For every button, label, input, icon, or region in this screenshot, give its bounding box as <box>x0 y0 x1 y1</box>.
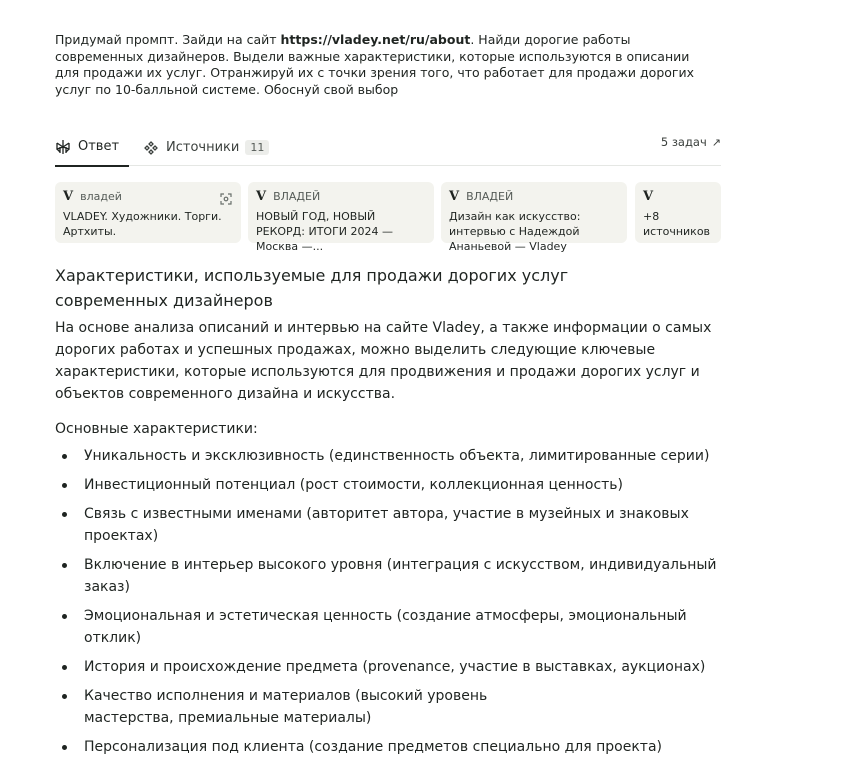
more-sources-count: +8 <box>643 210 660 223</box>
tab-answer[interactable] <box>55 128 129 167</box>
tab-sources-label: Источники <box>166 139 240 155</box>
list-item: Эмоциональная и эстетическая ценность (создание атмосферы, эмоциональный отклик) <box>55 605 735 649</box>
source-site: ВЛАДЕЙ <box>273 189 321 203</box>
vladey-logo-icon: V <box>643 188 654 204</box>
list-item: Качество исполнения и материалов (высокий уровень мастерства, премиальные материалы) <box>55 685 555 729</box>
list-item: Персонализация под клиента (создание предметов специально для проекта) <box>55 736 735 758</box>
tab-sources[interactable] <box>143 128 269 166</box>
arrow-up-right-icon: ↗ <box>711 135 721 149</box>
query-text-end: . Найди дорогие работы современных дизайнеров. Выдели важные характеристики, которые используются в описании для продажи их услуг. Отранжируй их с точки зрения того, что работает для продажи дорогих услуг по 10-балльной системе. Обоснуй свой выбор <box>55 32 694 97</box>
source-title: НОВЫЙ ГОД, НОВЫЙ РЕКОРД: ИТОГИ 2024 — Москва —... <box>256 210 394 253</box>
source-card[interactable] <box>441 182 627 253</box>
tasks-link[interactable] <box>661 128 721 156</box>
list-item: Уникальность и эксклюзивность (единственность объекта, лимитированные серии) <box>55 445 735 467</box>
list-item: Инвестиционный потенциал (рост стоимости, коллекционная ценность) <box>55 474 735 496</box>
sources-icon <box>143 139 159 155</box>
query-text-start: Придумай промпт. Зайди на сайт <box>55 32 281 47</box>
more-sources-card[interactable] <box>635 182 721 243</box>
characteristics-list <box>55 445 735 758</box>
source-title: VLADEY. Художники. Торги. Артхиты. <box>63 210 222 238</box>
more-sources-label: источников <box>643 225 711 238</box>
answer-content <box>55 263 735 765</box>
tasks-label: 5 задач <box>660 135 707 149</box>
vladey-logo-icon: V <box>256 188 267 204</box>
scan-icon[interactable] <box>220 190 232 209</box>
list-item: Связь с известными именами (авторитет автора, участие в музейных и знаковых проектах) <box>55 503 735 547</box>
vladey-logo-icon: V <box>449 188 460 204</box>
source-site: владей <box>80 189 122 203</box>
answer-heading: Характеристики, используемые для продажи дорогих услуг современных дизайнеров <box>55 266 569 310</box>
query-url: https://vladey.net/ru/about <box>280 32 471 47</box>
source-site: ВЛАДЕЙ <box>466 189 514 203</box>
sources-count-badge: 11 <box>245 140 269 155</box>
perplexity-logo-icon <box>55 139 71 155</box>
result-tabs <box>55 128 721 166</box>
answer-intro: На основе анализа описаний и интервью на сайте Vladey, а также информации о самых дорогих работах и успешных продажах, можно выделить следующие ключевые характеристики, которые используются для продвижения и продажи дорогих услуг и объектов современного дизайна и искусства. <box>55 320 712 402</box>
list-title: Основные характеристики: <box>55 421 258 437</box>
source-title: Дизайн как искусство: интервью с Надеждой Ананьевой — Vladey <box>449 210 581 253</box>
more-sources-text <box>643 209 713 239</box>
vladey-logo-icon: V <box>63 188 74 204</box>
source-card[interactable] <box>55 182 241 243</box>
list-item: История и происхождение предмета (provenance, участие в выставках, аукционах) <box>55 656 735 678</box>
source-card[interactable] <box>248 182 434 253</box>
user-query <box>55 32 695 98</box>
tab-answer-label: Ответ <box>78 139 120 154</box>
list-item: Включение в интерьер высокого уровня (интеграция с искусством, индивидуальный заказ) <box>55 554 735 598</box>
